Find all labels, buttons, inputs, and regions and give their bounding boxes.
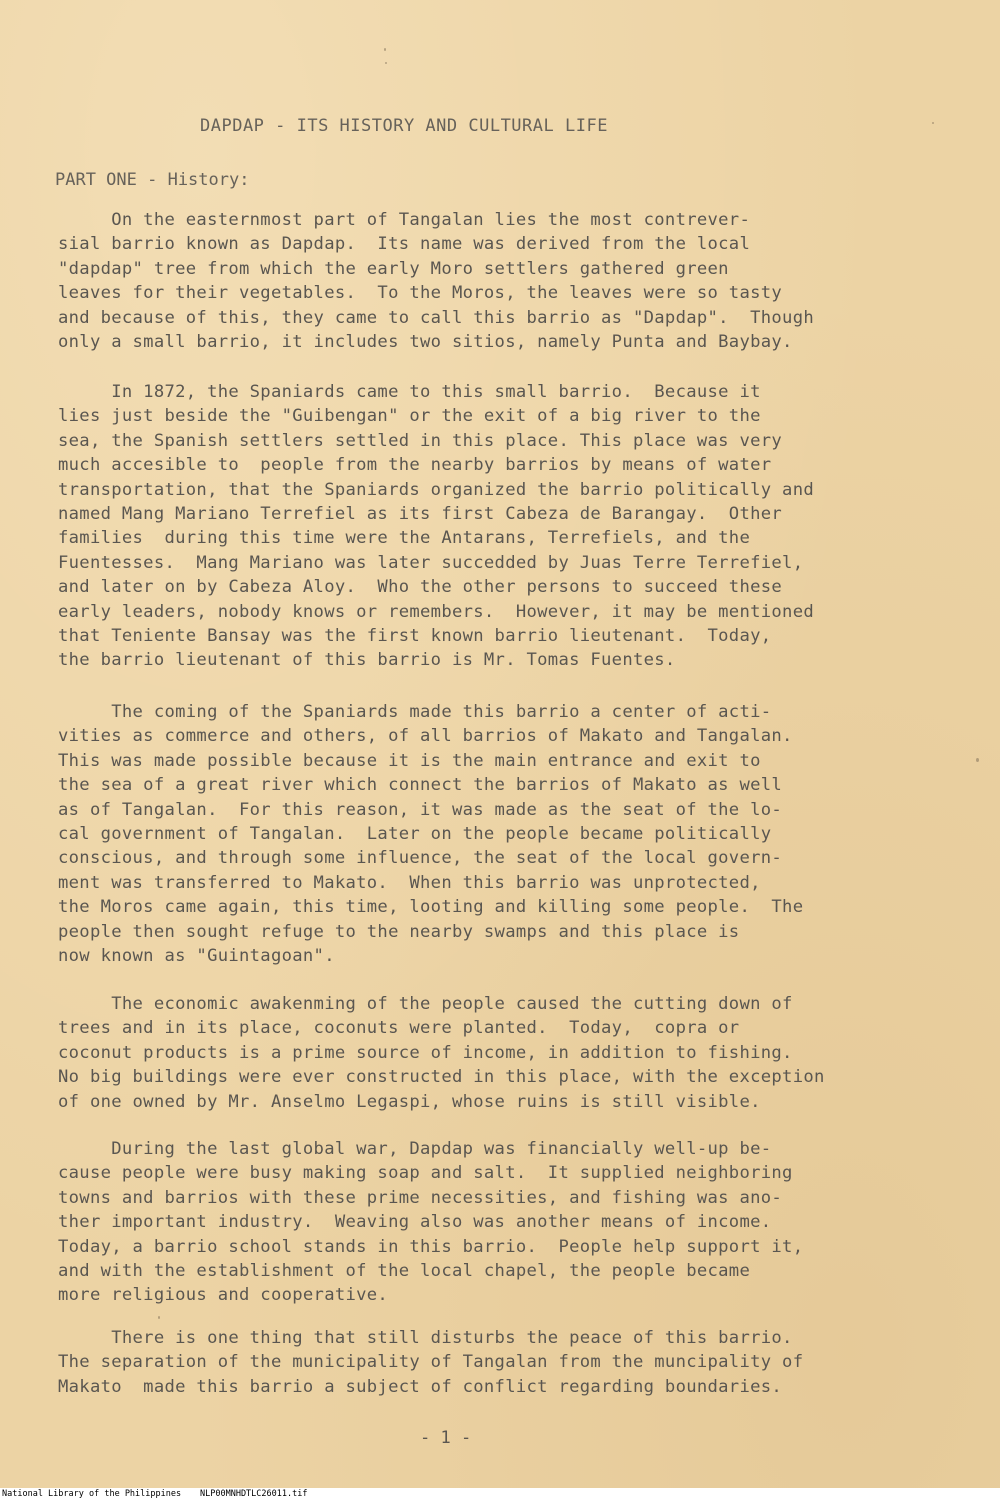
part-heading: PART ONE - History: — [55, 170, 250, 190]
paragraph-4 — [58, 992, 825, 1114]
text-line: ther important industry. Weaving also was another means of income. — [58, 1212, 772, 1233]
paper-speck — [932, 122, 934, 124]
text-line: early leaders, nobody knows or remembers. However, it may be mentioned — [58, 601, 814, 622]
paragraph-6 — [58, 1326, 803, 1399]
text-line: only a small barrio, it includes two sitios, namely Punta and Baybay. — [58, 331, 793, 352]
text-line: people then sought refuge to the nearby swamps and this place is — [58, 921, 740, 942]
text-line: There is one thing that still disturbs the peace of this barrio. — [58, 1328, 793, 1348]
text-line: leaves for their vegetables. To the Moros, the leaves were so tasty — [58, 283, 783, 304]
text-line: The coming of the Spaniards made this barrio a center of acti- — [58, 702, 772, 722]
text-line: "dapdap" tree from which the early Moro settlers gathered green — [58, 258, 729, 279]
paragraph-5 — [58, 1137, 803, 1308]
text-line: named Mang Mariano Terrefiel as its first Cabeza de Barangay. Other — [58, 503, 783, 524]
scan-footer — [0, 1488, 1000, 1500]
paper-speck — [385, 62, 387, 64]
text-line: sea, the Spanish settlers settled in this place. This place was very — [58, 430, 783, 451]
text-line: and because of this, they came to call this barrio as "Dapdap". Though — [58, 307, 814, 328]
text-line: ment was transferred to Makato. When this barrio was unprotected, — [58, 872, 761, 893]
text-line: lies just beside the "Guibengan" or the exit of a big river to the — [58, 406, 761, 427]
text-line: The separation of the municipality of Tangalan from the muncipality of — [58, 1352, 804, 1373]
text-line: sial barrio known as Dapdap. Its name was derived from the local — [58, 234, 751, 255]
text-line: During the last global war, Dapdap was financially well-up be- — [58, 1139, 772, 1159]
page-number: - 1 - — [420, 1428, 472, 1448]
text-line: trees and in its place, coconuts were planted. Today, copra or — [58, 1018, 751, 1039]
paragraph-1 — [58, 208, 814, 354]
text-line: In 1872, the Spaniards came to this small barrio. Because it — [58, 382, 761, 402]
text-line: the barrio lieutenant of this barrio is Mr. Tomas Fuentes. — [58, 650, 676, 671]
text-line: families during this time were the Antarans, Terrefiels, and the — [58, 528, 751, 549]
paragraph-3 — [58, 700, 803, 968]
text-line: the Moros came again, this time, looting and killing some people. The — [58, 897, 804, 918]
text-line: much accesible to people from the nearby barrios by means of water — [58, 455, 772, 476]
text-line: Makato made this barrio a subject of conflict regarding boundaries. — [58, 1376, 783, 1397]
text-line: more religious and cooperative. — [58, 1285, 389, 1306]
text-line: of one owned by Mr. Anselmo Legaspi, whose ruins is still visible. — [58, 1091, 761, 1112]
text-line: and with the establishment of the local chapel, the people became — [58, 1260, 751, 1281]
text-line: transportation, that the Spaniards organized the barrio politically and — [58, 479, 814, 500]
text-line: coconut products is a prime source of income, in addition to fishing. — [58, 1042, 793, 1063]
footer-file-name: NLP00MNHDTLC26011.tif — [200, 1489, 308, 1499]
text-line: now known as "Guintagoan". — [58, 945, 335, 966]
paper-speck — [976, 758, 979, 762]
paper-speck — [158, 1316, 160, 1319]
text-line: Today, a barrio school stands in this barrio. People help support it, — [58, 1236, 804, 1257]
text-line: the sea of a great river which connect the barrios of Makato as well — [58, 775, 783, 796]
text-line: that Teniente Bansay was the first known barrio lieutenant. Today, — [58, 625, 772, 646]
text-line: On the easternmost part of Tangalan lies the most contrever- — [58, 210, 751, 230]
text-line: No big buildings were ever constructed in this place, with the exception — [58, 1067, 825, 1088]
text-line: Fuentesses. Mang Mariano was later succedded by Juas Terre Terrefiel, — [58, 552, 804, 573]
text-line: cal government of Tangalan. Later on the people became politically — [58, 823, 772, 844]
text-line: cause people were busy making soap and salt. It supplied neighboring — [58, 1163, 793, 1184]
document-title: DAPDAP - ITS HISTORY AND CULTURAL LIFE — [200, 116, 608, 136]
text-line: as of Tangalan. For this reason, it was made as the seat of the lo- — [58, 799, 783, 820]
text-line: and later on by Cabeza Aloy. Who the other persons to succeed these — [58, 577, 783, 598]
paragraph-2 — [58, 380, 814, 673]
text-line: towns and barrios with these prime necessities, and fishing was ano- — [58, 1187, 783, 1208]
footer-library-name: National Library of the Philippines — [2, 1489, 182, 1499]
paper-speck — [384, 48, 386, 51]
text-line: This was made possible because it is the main entrance and exit to — [58, 750, 761, 771]
text-line: The economic awakenming of the people caused the cutting down of — [58, 994, 793, 1014]
text-line: conscious, and through some influence, the seat of the local govern- — [58, 848, 783, 869]
text-line: vities as commerce and others, of all barrios of Makato and Tangalan. — [58, 726, 793, 747]
